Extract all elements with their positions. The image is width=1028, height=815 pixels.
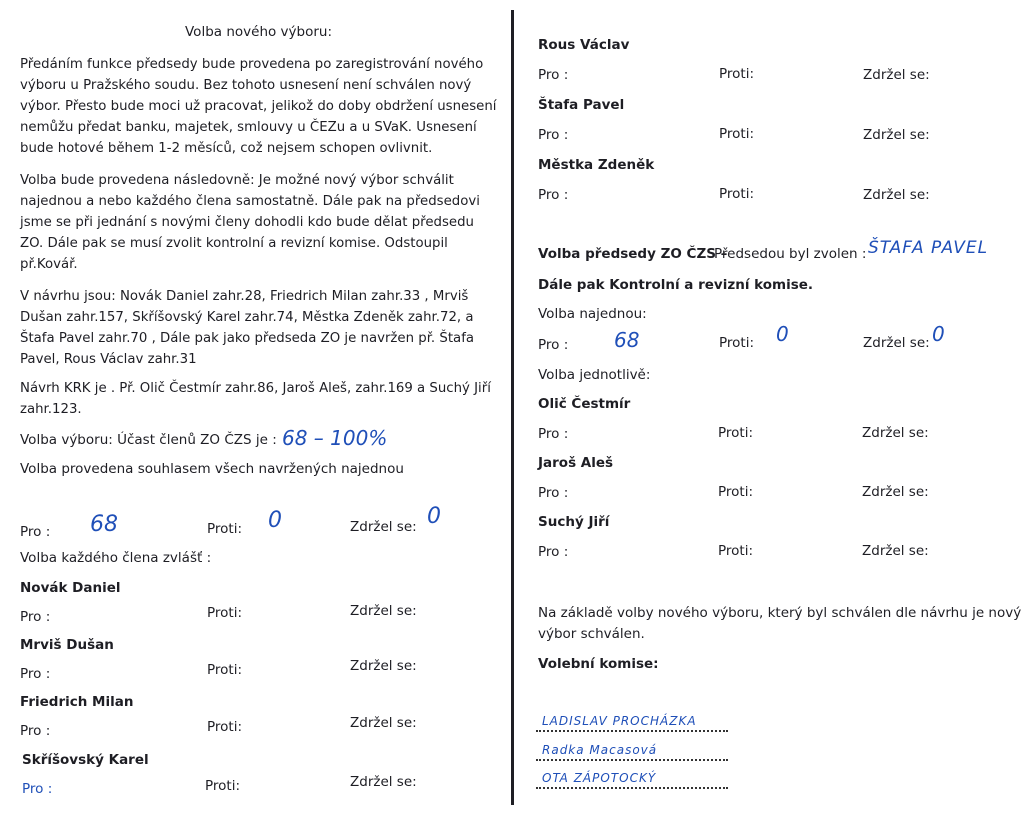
signature-line	[536, 735, 728, 761]
krk-label: Dále pak Kontrolní a revizní komise.	[538, 277, 814, 293]
pro-label: Pro :	[538, 187, 569, 203]
zdrzel-label: Zdržel se:	[350, 658, 417, 674]
signature-line	[536, 763, 728, 789]
attendance-handwritten: 68 – 100%	[282, 426, 388, 450]
election-committee-label: Volební komise:	[538, 656, 659, 672]
proti-label: Proti:	[718, 543, 754, 559]
vote-proti-label: Proti:	[207, 521, 243, 537]
vote-zdrzel-label: Zdržel se:	[350, 519, 417, 535]
member-name: Skříšovský Karel	[22, 752, 149, 768]
member-name: Štafa Pavel	[538, 97, 625, 113]
member-name: Rous Václav	[538, 37, 630, 53]
signature-handwritten: OTA ZÁPOTOCKÝ	[542, 771, 657, 785]
page-title: Volba nového výboru:	[185, 24, 333, 40]
paragraph-krk-proposal: Návrh KRK je . Př. Olič Čestmír zahr.86, Jaroš Aleš, zahr.169 a Suchý Jiří zahr.123.	[20, 381, 491, 417]
pro-label: Pro :	[538, 127, 569, 143]
zdrzel-label: Zdržel se:	[350, 715, 417, 731]
proti-label: Proti:	[718, 425, 754, 441]
signature-handwritten: LADISLAV PROCHÁZKA	[542, 714, 697, 728]
vote-together-label: Volba najednou:	[538, 306, 647, 322]
chair-vote-label: Volba předsedy ZO ČZS –	[538, 246, 728, 262]
pro-label: Pro :	[538, 67, 569, 83]
pro-label: Pro :	[22, 781, 53, 797]
krk-zdrzel-value: 0	[932, 322, 945, 346]
column-divider	[511, 10, 514, 805]
member-name: Friedrich Milan	[20, 694, 134, 710]
paragraph-handover: Předáním funkce předsedy bude provedena po zaregistrování nového výboru u Pražského soudu. Bez tohoto usnesení není schválen nový výbor. Přesto bude moci už pracovat, jelikož do doby obdržení usnesení nemůžu předat banku, majetek, smlouvy u ČEZu a u SVaK. Usnesení bude hotové během 1-2 měsíců, což nejsem schopen ovlivnit.	[20, 57, 497, 156]
zdrzel-label: Zdržel se:	[350, 603, 417, 619]
proti-label: Proti:	[719, 335, 755, 351]
proti-label: Proti:	[719, 66, 755, 82]
member-name: Novák Daniel	[20, 580, 121, 596]
zdrzel-label: Zdržel se:	[350, 774, 417, 790]
vote-individual-label: Volba jednotlivě:	[538, 367, 651, 383]
zdrzel-label: Zdržel se:	[862, 425, 929, 441]
attendance-label: Volba výboru: Účast členů ZO ČZS je :	[20, 432, 277, 448]
each-member-label: Volba každého člena zvlášť :	[20, 550, 212, 566]
chair-elected-label: Předsedou byl zvolen :	[714, 246, 867, 262]
paragraph-procedure: Volba bude provedena následovně: Je možné nový výbor schválit najednou a nebo každého člena samostatně. Dále pak na předsedovi jsme se při jednání s novými členy dohodli kdo bude dělat předsedu ZO. Dále pak se musí zvolit kontrolní a revizní komise. Odstoupil př.Kovář.	[20, 173, 480, 272]
proti-label: Proti:	[207, 662, 243, 678]
signature-handwritten: Radka Macasová	[542, 743, 658, 757]
proti-label: Proti:	[207, 719, 243, 735]
krk-proti-value: 0	[776, 322, 789, 346]
member-name: Suchý Jiří	[538, 514, 610, 530]
member-name: Mrviš Dušan	[20, 637, 114, 653]
pro-label: Pro :	[538, 337, 569, 353]
vote-proti-value: 0	[268, 508, 282, 533]
member-name: Olič Čestmír	[538, 396, 631, 412]
zdrzel-label: Zdržel se:	[863, 335, 930, 351]
proti-label: Proti:	[718, 484, 754, 500]
pro-label: Pro :	[538, 485, 569, 501]
zdrzel-label: Zdržel se:	[862, 543, 929, 559]
signature-line	[536, 706, 728, 732]
pro-label: Pro :	[20, 723, 51, 739]
pro-label: Pro :	[20, 609, 51, 625]
vote-pro-label: Pro :	[20, 524, 51, 540]
krk-pro-value: 68	[614, 328, 640, 352]
chair-elected-value: ŠTAFA PAVEL	[868, 238, 989, 258]
pro-label: Pro :	[538, 544, 569, 560]
proti-label: Proti:	[205, 778, 241, 794]
proti-label: Proti:	[719, 126, 755, 142]
vote-method-text: Volba provedena souhlasem všech navržených najednou	[20, 461, 404, 477]
vote-zdrzel-value: 0	[427, 504, 441, 529]
vote-pro-value: 68	[90, 512, 118, 537]
zdrzel-label: Zdržel se:	[863, 187, 930, 203]
conclusion-text: Na základě volby nového výboru, který byl schválen dle návrhu je nový výbor schválen.	[538, 605, 1022, 642]
zdrzel-label: Zdržel se:	[863, 127, 930, 143]
paragraph-proposal: V návrhu jsou: Novák Daniel zahr.28, Friedrich Milan zahr.33 , Mrviš Dušan zahr.157, Skříšovský Karel zahr.74, Městka Zdeněk zahr.72, a Štafa Pavel zahr.70 , Dále pak jako předseda ZO je navržen př. Štafa Pavel, Rous Václav zahr.31	[20, 289, 475, 367]
member-name: Městka Zdeněk	[538, 157, 655, 173]
pro-label: Pro :	[20, 666, 51, 682]
proti-label: Proti:	[207, 605, 243, 621]
zdrzel-label: Zdržel se:	[863, 67, 930, 83]
pro-label: Pro :	[538, 426, 569, 442]
proti-label: Proti:	[719, 186, 755, 202]
zdrzel-label: Zdržel se:	[862, 484, 929, 500]
member-name: Jaroš Aleš	[538, 455, 614, 471]
